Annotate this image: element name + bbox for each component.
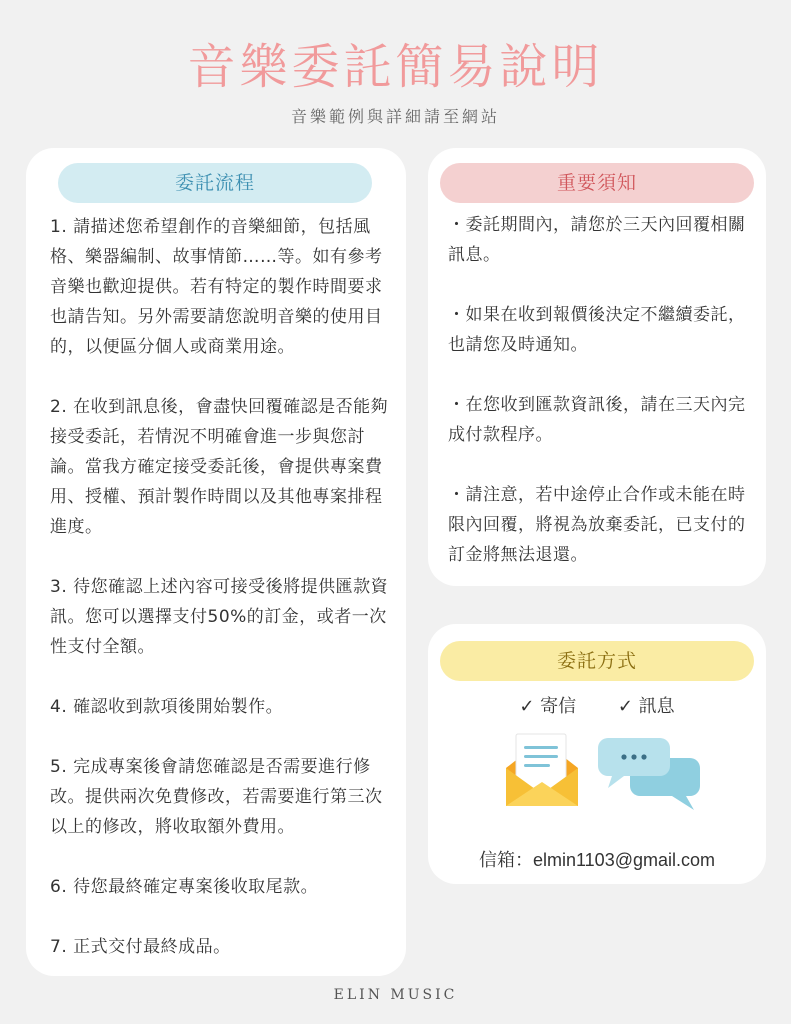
- process-steps: [50, 212, 390, 992]
- process-step: 1. 請描述您希望創作的音樂細節，包括風格、樂器編制、故事情節……等。如有參考音樂也歡迎提供。若有特定的製作時間要求也請告知。另外需要請您說明音樂的使用目的，以便區分個人或商業用途。: [50, 217, 383, 357]
- page-title: 音樂委託簡易說明: [187, 39, 604, 95]
- process-step: 5. 完成專案後會請您確認是否需要進行修改。提供兩次免費修改，若需要進行第三次以上的修改，將收取額外費用。: [50, 757, 383, 837]
- chat-bubbles-icon: [596, 736, 700, 810]
- contact-card: [428, 624, 766, 884]
- notice-item: ・委託期間內，請您於三天內回覆相關訊息。: [448, 215, 746, 265]
- notice-card: [428, 148, 766, 586]
- process-step: 2. 在收到訊息後，會盡快回覆確認是否能夠接受委託，若情況不明確會進一步與您討論。當我方確定接受委託後，會提供專案費用、授權、預計製作時間以及其他專案排程進度。: [50, 397, 389, 537]
- notice-item: ・請注意，若中途停止合作或未能在時限內回覆，將視為放棄委託，已支付的訂金將無法退還。: [448, 485, 746, 565]
- notice-item: ・在您收到匯款資訊後，請在三天內完成付款程序。: [448, 395, 746, 445]
- process-step: 7. 正式交付最終成品。: [50, 937, 231, 957]
- contact-email: 信箱：elmin1103@gmail.com: [478, 850, 715, 870]
- notice-item: ・如果在收到報價後決定不繼續委託，也請您及時通知。: [448, 305, 746, 355]
- process-step: 4. 確認收到款項後開始製作。: [50, 697, 284, 717]
- envelope-icon: [504, 732, 580, 810]
- page-subtitle: 音樂範例與詳細請至網站: [290, 107, 500, 126]
- process-step: 6. 待您最終確定專案後收取尾款。: [50, 877, 319, 897]
- process-heading: 委託流程: [58, 163, 372, 203]
- notice-heading: 重要須知: [440, 163, 754, 203]
- footer-brand: ELIN MUSIC: [333, 987, 458, 1003]
- process-card: [26, 148, 406, 976]
- notice-list: [448, 210, 752, 600]
- contact-methods: [428, 692, 766, 718]
- method-mail: ✓ 寄信: [519, 696, 577, 717]
- method-message: ✓ 訊息: [617, 696, 675, 717]
- contact-heading: 委託方式: [440, 641, 754, 681]
- process-step: 3. 待您確認上述內容可接受後將提供匯款資訊。您可以選擇支付50%的訂金，或者一次性支付全額。: [50, 577, 389, 657]
